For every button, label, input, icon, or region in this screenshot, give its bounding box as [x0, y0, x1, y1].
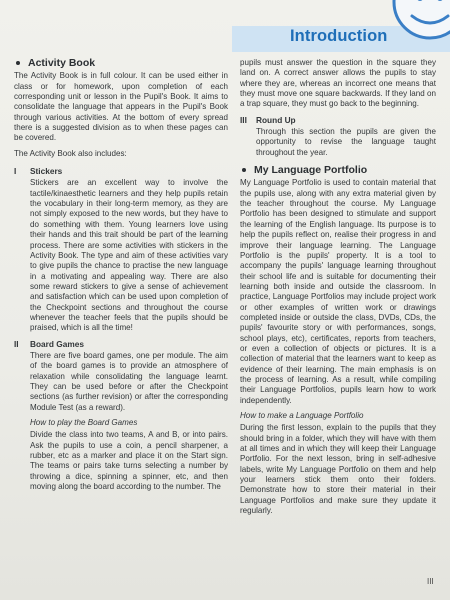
round-up-heading-text: Round Up [256, 114, 296, 125]
round-up-numeral: III [240, 114, 247, 125]
make-portfolio-heading: How to make a Language Portfolio [240, 411, 364, 420]
stickers-heading [14, 166, 228, 176]
how-to-play-paragraph: Divide the class into two teams, A and B, or into pairs. Ask the pupils to use a coin, a pencil sharpener, a rubber, etc as a marker and place it on the Start sign. The teams or pairs take turns selecting a number by throwing a dice, spinning a spinner, etc, and then moving along the board according to the number. The [30, 430, 228, 492]
bullet-icon [242, 168, 246, 172]
how-to-play-heading: How to play the Board Games [30, 418, 138, 427]
bullet-icon [16, 61, 20, 65]
board-games-heading [14, 339, 228, 349]
portfolio-heading [240, 165, 436, 175]
activity-book-heading-text: Activity Book [28, 57, 96, 69]
activity-book-heading [14, 58, 228, 68]
board-games-paragraph: There are five board games, one per module. The aim of the board games is to provide an atmosphere of relaxation while consolidating the language learnt. They can be used before or after the Checkpoint sections (as further revision) or after the corresponding Module Test (as a reward). [30, 350, 228, 412]
page-title: Introduction [290, 27, 388, 45]
page-number: III [427, 577, 434, 586]
board-games-continued: pupils must answer the question in the square they land on. A correct answer allows the pupils to stay where they are, whereas an incorrect one means that they must move one square backwards. If they land on a trap square, they must go back to the beginning. [240, 58, 436, 109]
stickers-heading-text: Stickers [30, 166, 63, 177]
stickers-numeral: I [14, 166, 17, 177]
left-column [14, 56, 228, 497]
make-portfolio-paragraph: During the first lesson, explain to the pupils that they should bring in a folder, which they will have with them at all times and in which they will keep their Language Portfolio. For the next lesson, bring in self-adhesive labels, write My Language Portfolio on them and help your learners stick them onto their folders. Demonstrate how to store their material in their Language Portfolios and make sure they update it regularly. [240, 423, 436, 516]
portfolio-heading-text: My Language Portfolio [254, 164, 368, 177]
portfolio-paragraph: My Language Portfolio is used to contain material that the pupils use, along with any extra material given by the teacher throughout the course. My Language Portfolio has been designed to stimulate and support the learning of the English language. Its purpose is to help the pupils reflect on, realise their progress in and improve their language learning. The Language Portfolio is the pupils' property. It is a tool to accompany the pupils' language learning throughout their school life and is suitable for documenting their learning both inside and outside the classroom. In practice, Language Portfolios may include project work or other examples of written work or drawings completed inside or outside the class, DVDs, CDs, the pupils' favourite story or with performances, songs, school plays, etc), certificates, reports from teachers, or even a collection of objects or pictures. It is a collection of material that the learners want to keep as evidence of their learning. The main emphasis is on the process of learning. As a result, while compiling their Language Portfolios, pupils learn how to work independently. [240, 178, 436, 405]
activity-book-includes: The Activity Book also includes: [14, 148, 127, 158]
round-up-paragraph: Through this section the pupils are given the opportunity to revise the language taught throughout the year. [256, 127, 436, 157]
board-games-heading-text: Board Games [30, 338, 84, 349]
right-column [240, 58, 436, 521]
smiley-face-icon [388, 0, 450, 44]
round-up-heading [240, 115, 436, 125]
board-games-numeral: II [14, 338, 19, 349]
stickers-paragraph: Stickers are an excellent way to involve the tactile/kinaesthetic learners and they help pupils retain the vocabulary in their long-term memory, as they are not simply exposed to the new words, but they have to do something with them. Young learners love using their hands and this trait should be part of the learning process. There are some activities with stickers in the Activity Book. The type and aim of these activities vary to give pupils the chance to practise the new language in a motivating and appealing way. There are also some reward stickers to give a sense of achievement and satisfaction which can be used upon completion of the Checkpoint sections and throughout the course whenever the teacher feels that the pupils should be praised, which is all the time! [30, 178, 228, 333]
activity-book-paragraph: The Activity Book is in full colour. It can be used either in class or for homework, upon completion of each corresponding unit or lesson in the Pupil's Book. It aims to consolidate the language that appears in the Pupil's Book through various activities. At the bottom of every spread there is a suggested division as to when these pages can be covered. [14, 71, 228, 143]
